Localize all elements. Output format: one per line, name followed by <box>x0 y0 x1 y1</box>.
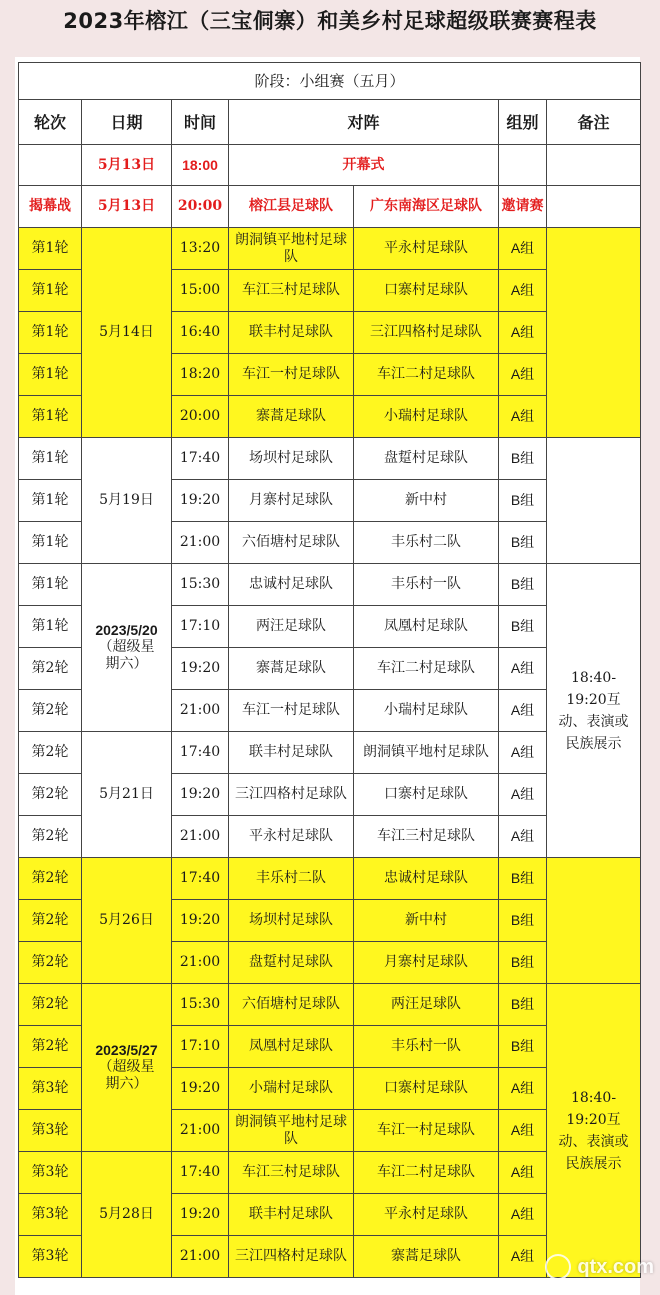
time-cell: 15:00 <box>172 270 229 312</box>
away-team-cell: 口寨村足球队 <box>354 1068 499 1110</box>
note-cell <box>547 438 641 564</box>
time-cell: 19:20 <box>172 774 229 816</box>
date-cell <box>82 858 172 984</box>
home-team-cell: 联丰村足球队 <box>229 312 354 354</box>
away-team-cell: 车江二村足球队 <box>354 354 499 396</box>
header-time: 时间 <box>172 100 229 145</box>
round-cell: 第1轮 <box>19 480 82 522</box>
time-cell: 17:10 <box>172 606 229 648</box>
watermark <box>504 1247 654 1287</box>
date-cell <box>82 984 172 1152</box>
round-cell: 第3轮 <box>19 1110 82 1152</box>
time-cell: 19:20 <box>172 900 229 942</box>
away-team-cell: 平永村足球队 <box>354 1194 499 1236</box>
away-team-cell: 三江四格村足球队 <box>354 312 499 354</box>
group-cell: B组 <box>499 606 547 648</box>
home-team-cell: 车江一村足球队 <box>229 354 354 396</box>
date-sublabel: （超级星期六） <box>98 639 155 672</box>
table-row <box>19 438 641 480</box>
watermark-logo-icon <box>545 1254 571 1280</box>
schedule-table <box>18 62 641 1278</box>
group-cell: A组 <box>499 648 547 690</box>
group-cell: B组 <box>499 480 547 522</box>
round-cell: 第1轮 <box>19 606 82 648</box>
table-row <box>19 858 641 900</box>
home-team-cell: 寨蒿足球队 <box>229 396 354 438</box>
away-team-cell: 车江一村足球队 <box>354 1110 499 1152</box>
opening-note-cell <box>547 145 641 186</box>
time-cell: 21:00 <box>172 690 229 732</box>
opening-ceremony: 开幕式 <box>229 145 499 186</box>
time-cell: 15:30 <box>172 984 229 1026</box>
group-cell: A组 <box>499 396 547 438</box>
group-cell: B组 <box>499 1026 547 1068</box>
round-cell: 第2轮 <box>19 816 82 858</box>
round-cell: 第1轮 <box>19 228 82 270</box>
time-cell: 17:40 <box>172 438 229 480</box>
time-cell: 19:20 <box>172 1068 229 1110</box>
date-label: 5月14日 <box>99 324 154 340</box>
date-label: 5月19日 <box>99 492 154 508</box>
round-cell: 第3轮 <box>19 1236 82 1278</box>
home-team-cell: 六佰塘村足球队 <box>229 522 354 564</box>
time-cell: 19:20 <box>172 1194 229 1236</box>
group-cell: A组 <box>499 270 547 312</box>
header-match: 对阵 <box>229 100 499 145</box>
away-team-cell: 口寨村足球队 <box>354 270 499 312</box>
group-cell: A组 <box>499 732 547 774</box>
time-cell: 13:20 <box>172 228 229 270</box>
round-cell: 第1轮 <box>19 354 82 396</box>
date-cell <box>82 1152 172 1278</box>
round-cell: 第2轮 <box>19 942 82 984</box>
date-cell <box>82 228 172 438</box>
group-cell: A组 <box>499 1068 547 1110</box>
header-round: 轮次 <box>19 100 82 145</box>
home-team-cell: 联丰村足球队 <box>229 1194 354 1236</box>
round-cell: 第2轮 <box>19 1026 82 1068</box>
group-cell: B组 <box>499 984 547 1026</box>
away-team-cell: 小瑞村足球队 <box>354 690 499 732</box>
group-cell: B组 <box>499 522 547 564</box>
round-cell: 第3轮 <box>19 1194 82 1236</box>
first-game-date: 5月13日 <box>82 186 172 228</box>
group-cell: A组 <box>499 354 547 396</box>
opening-group-cell <box>499 145 547 186</box>
time-cell: 21:00 <box>172 1236 229 1278</box>
first-game-label: 揭幕战 <box>19 186 82 228</box>
note-cell: 18:40-19:20互动、表演或民族展示 <box>547 984 641 1278</box>
away-team-cell: 口寨村足球队 <box>354 774 499 816</box>
home-team-cell: 朗洞镇平地村足球队 <box>229 228 354 270</box>
time-cell: 17:40 <box>172 858 229 900</box>
note-cell: 18:40-19:20互动、表演或民族展示 <box>547 564 641 858</box>
home-team-cell: 场坝村足球队 <box>229 438 354 480</box>
home-team-cell: 六佰塘村足球队 <box>229 984 354 1026</box>
date-label: 5月26日 <box>99 912 154 928</box>
time-cell: 21:00 <box>172 942 229 984</box>
home-team-cell: 车江三村足球队 <box>229 1152 354 1194</box>
round-cell: 第1轮 <box>19 438 82 480</box>
away-team-cell: 平永村足球队 <box>354 228 499 270</box>
time-cell: 17:40 <box>172 1152 229 1194</box>
home-team-cell: 丰乐村二队 <box>229 858 354 900</box>
date-cell <box>82 732 172 858</box>
round-cell: 第1轮 <box>19 312 82 354</box>
time-cell: 15:30 <box>172 564 229 606</box>
table-row <box>19 564 641 606</box>
header-note: 备注 <box>547 100 641 145</box>
round-cell: 第3轮 <box>19 1068 82 1110</box>
home-team-cell: 盘踅村足球队 <box>229 942 354 984</box>
date-cell <box>82 438 172 564</box>
home-team-cell: 三江四格村足球队 <box>229 1236 354 1278</box>
group-cell: A组 <box>499 228 547 270</box>
away-team-cell: 寨蒿足球队 <box>354 1236 499 1278</box>
first-game-group: 邀请赛 <box>499 186 547 228</box>
time-cell: 19:20 <box>172 648 229 690</box>
time-cell: 21:00 <box>172 522 229 564</box>
away-team-cell: 车江三村足球队 <box>354 816 499 858</box>
away-team-cell: 盘踅村足球队 <box>354 438 499 480</box>
note-cell <box>547 228 641 438</box>
date-sublabel: （超级星期六） <box>98 1059 155 1092</box>
stage-label: 阶段：小组赛（五月） <box>19 63 641 100</box>
round-cell: 第2轮 <box>19 984 82 1026</box>
group-cell: A组 <box>499 1236 547 1278</box>
round-cell: 第2轮 <box>19 732 82 774</box>
time-cell: 17:10 <box>172 1026 229 1068</box>
opening-time: 18:00 <box>172 145 229 186</box>
date-label: 2023/5/27 <box>95 1042 158 1058</box>
round-cell: 第2轮 <box>19 648 82 690</box>
group-cell: B组 <box>499 438 547 480</box>
away-team-cell: 小瑞村足球队 <box>354 396 499 438</box>
round-cell: 第2轮 <box>19 858 82 900</box>
away-team-cell: 月寨村足球队 <box>354 942 499 984</box>
round-cell: 第1轮 <box>19 396 82 438</box>
time-cell: 21:00 <box>172 816 229 858</box>
group-cell: A组 <box>499 312 547 354</box>
note-cell <box>547 858 641 984</box>
away-team-cell: 新中村 <box>354 900 499 942</box>
date-label: 2023/5/20 <box>95 622 158 638</box>
first-game-time: 20:00 <box>172 186 229 228</box>
date-label: 5月21日 <box>99 786 154 802</box>
home-team-cell: 两汪足球队 <box>229 606 354 648</box>
first-game-home: 榕江县足球队 <box>229 186 354 228</box>
home-team-cell: 联丰村足球队 <box>229 732 354 774</box>
first-game-note-cell <box>547 186 641 228</box>
away-team-cell: 丰乐村一队 <box>354 564 499 606</box>
round-cell: 第2轮 <box>19 900 82 942</box>
away-team-cell: 丰乐村二队 <box>354 522 499 564</box>
group-cell: A组 <box>499 1110 547 1152</box>
time-cell: 19:20 <box>172 480 229 522</box>
group-cell: A组 <box>499 690 547 732</box>
home-team-cell: 凤凰村足球队 <box>229 1026 354 1068</box>
round-cell: 第3轮 <box>19 1152 82 1194</box>
round-cell: 第1轮 <box>19 270 82 312</box>
away-team-cell: 车江二村足球队 <box>354 648 499 690</box>
opening-round-cell <box>19 145 82 186</box>
away-team-cell: 新中村 <box>354 480 499 522</box>
table-row <box>19 228 641 270</box>
time-cell: 16:40 <box>172 312 229 354</box>
home-team-cell: 月寨村足球队 <box>229 480 354 522</box>
away-team-cell: 凤凰村足球队 <box>354 606 499 648</box>
group-cell: B组 <box>499 858 547 900</box>
time-cell: 17:40 <box>172 732 229 774</box>
home-team-cell: 平永村足球队 <box>229 816 354 858</box>
home-team-cell: 寨蒿足球队 <box>229 648 354 690</box>
round-cell: 第2轮 <box>19 690 82 732</box>
time-cell: 20:00 <box>172 396 229 438</box>
date-label: 5月28日 <box>99 1206 154 1222</box>
round-cell: 第1轮 <box>19 564 82 606</box>
home-team-cell: 车江一村足球队 <box>229 690 354 732</box>
header-group: 组别 <box>499 100 547 145</box>
away-team-cell: 忠诚村足球队 <box>354 858 499 900</box>
away-team-cell: 朗洞镇平地村足球队 <box>354 732 499 774</box>
date-cell <box>82 564 172 732</box>
group-cell: B组 <box>499 900 547 942</box>
away-team-cell: 丰乐村一队 <box>354 1026 499 1068</box>
away-team-cell: 车江二村足球队 <box>354 1152 499 1194</box>
watermark-text: qtx.com <box>577 1255 654 1278</box>
group-cell: A组 <box>499 774 547 816</box>
time-cell: 21:00 <box>172 1110 229 1152</box>
group-cell: A组 <box>499 1152 547 1194</box>
round-cell: 第2轮 <box>19 774 82 816</box>
header-date: 日期 <box>82 100 172 145</box>
page-title: 2023年榕江（三宝侗寨）和美乡村足球超级联赛赛程表 <box>63 9 597 33</box>
home-team-cell: 忠诚村足球队 <box>229 564 354 606</box>
table-row <box>19 984 641 1026</box>
home-team-cell: 朗洞镇平地村足球队 <box>229 1110 354 1152</box>
opening-date: 5月13日 <box>82 145 172 186</box>
group-cell: B组 <box>499 942 547 984</box>
first-game-away: 广东南海区足球队 <box>354 186 499 228</box>
away-team-cell: 两汪足球队 <box>354 984 499 1026</box>
group-cell: A组 <box>499 816 547 858</box>
home-team-cell: 车江三村足球队 <box>229 270 354 312</box>
time-cell: 18:20 <box>172 354 229 396</box>
home-team-cell: 三江四格村足球队 <box>229 774 354 816</box>
round-cell: 第1轮 <box>19 522 82 564</box>
group-cell: A组 <box>499 1194 547 1236</box>
home-team-cell: 场坝村足球队 <box>229 900 354 942</box>
group-cell: B组 <box>499 564 547 606</box>
home-team-cell: 小瑞村足球队 <box>229 1068 354 1110</box>
